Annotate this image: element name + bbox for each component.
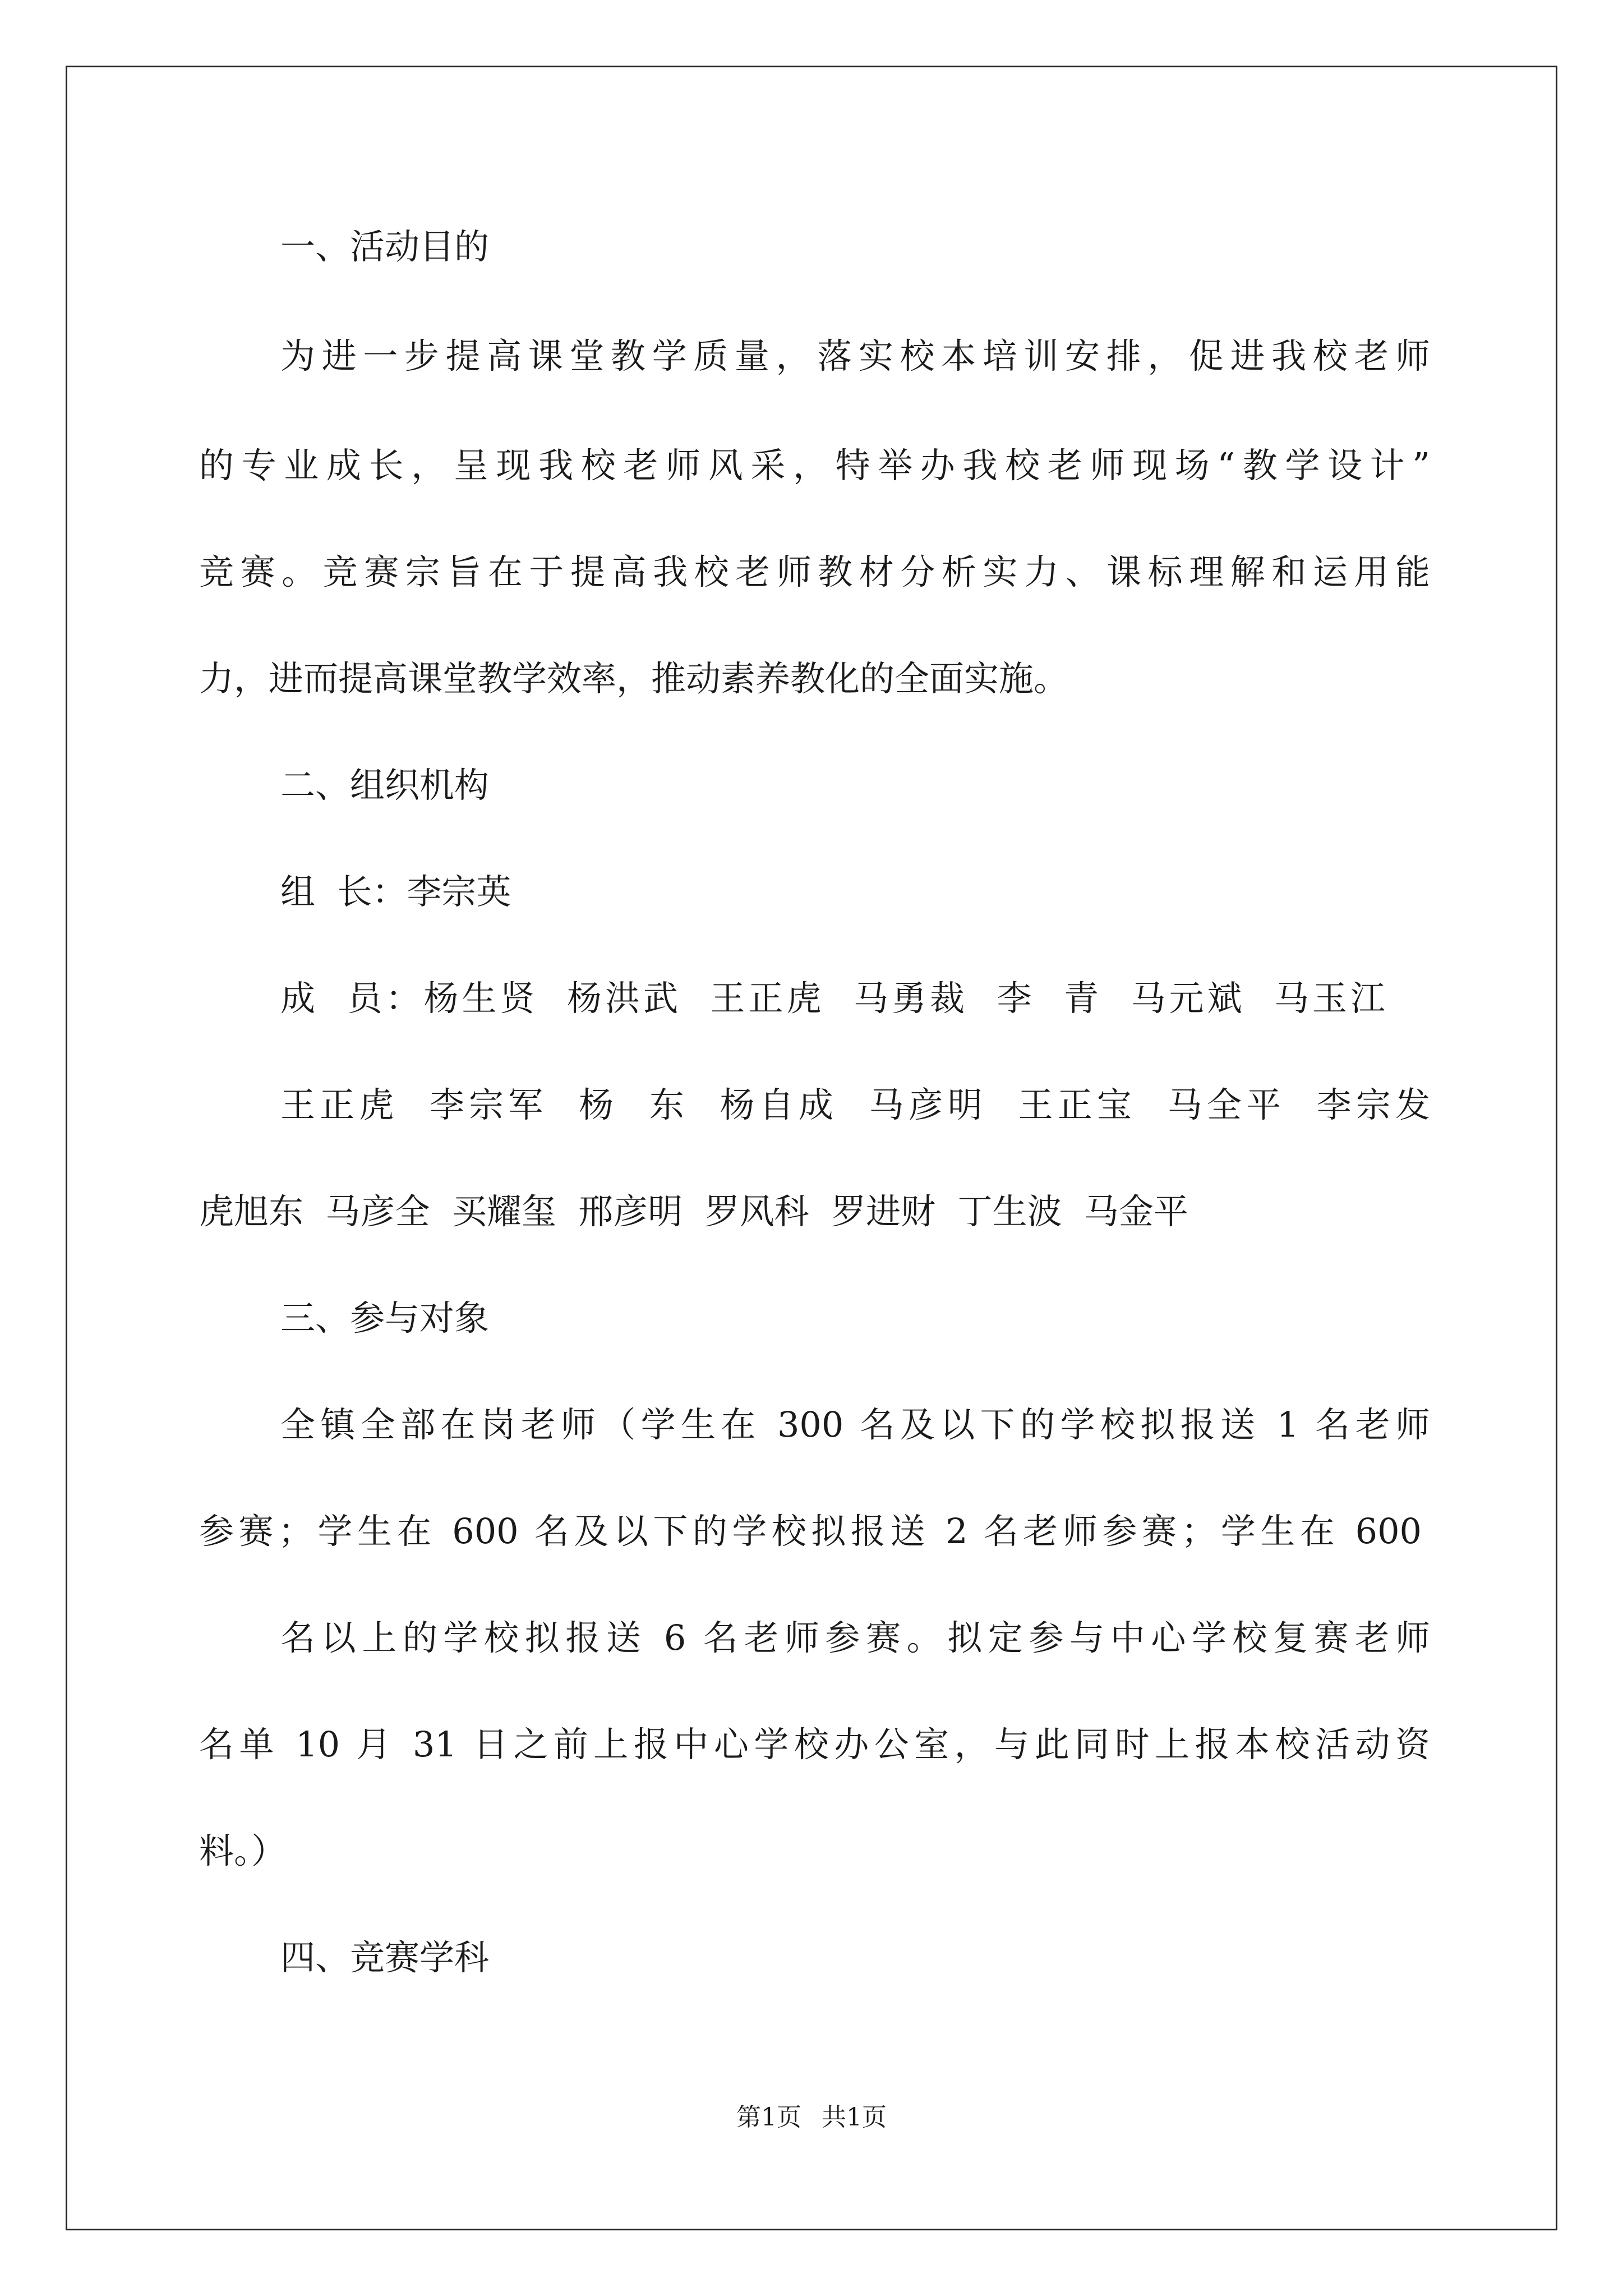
heading-organization: 二、组织机构 <box>280 765 490 806</box>
purpose-line-4: 力，进而提高课堂教学效率，推动素养教化的全面实施。 <box>199 658 1069 699</box>
participants-line-2: 参赛；学生在 600 名及以下的学校拟报送 2 名老师参赛；学生在 600 <box>199 1511 1422 1552</box>
members-line-2: 王正虎 李宗军 杨 东 杨自成 马彦明 王正宝 马全平 李宗发 <box>280 1084 1430 1125</box>
members-line-3: 虎旭东 马彦全 买耀玺 邢彦明 罗风科 罗进财 丁生波 马金平 <box>199 1191 1188 1232</box>
heading-participants: 三、参与对象 <box>280 1297 490 1338</box>
page-border <box>66 66 1557 2230</box>
members-line-1: 成 员：杨生贤 杨洪武 王正虎 马勇裁 李 青 马元斌 马玉江 <box>280 978 1385 1019</box>
page-number: 第1页 <box>736 2103 801 2132</box>
heading-subjects: 四、竞赛学科 <box>280 1937 490 1978</box>
participants-line-4: 名单 10 月 31 日之前上报中心学校办公室，与此同时上报本校活动资 <box>199 1724 1430 1765</box>
purpose-line-2: 的专业成长，呈现我校老师风采，特举办我校老师现场“教学设计” <box>199 445 1430 486</box>
participants-line-1: 全镇全部在岗老师（学生在 300 名及以下的学校拟报送 1 名老师 <box>280 1404 1430 1445</box>
page-footer <box>0 2101 1623 2134</box>
heading-purpose: 一、活动目的 <box>280 226 490 267</box>
purpose-line-3: 竞赛。竞赛宗旨在于提高我校老师教材分析实力、课标理解和运用能 <box>199 551 1430 592</box>
participants-line-5: 料。） <box>199 1830 287 1871</box>
leader-line: 组 长：李宗英 <box>280 871 511 912</box>
purpose-line-1: 为进一步提高课堂教学质量，落实校本培训安排，促进我校老师 <box>280 335 1430 376</box>
page-total: 共1页 <box>822 2103 887 2132</box>
participants-line-3: 名以上的学校拟报送 6 名老师参赛。拟定参与中心学校复赛老师 <box>280 1617 1430 1658</box>
